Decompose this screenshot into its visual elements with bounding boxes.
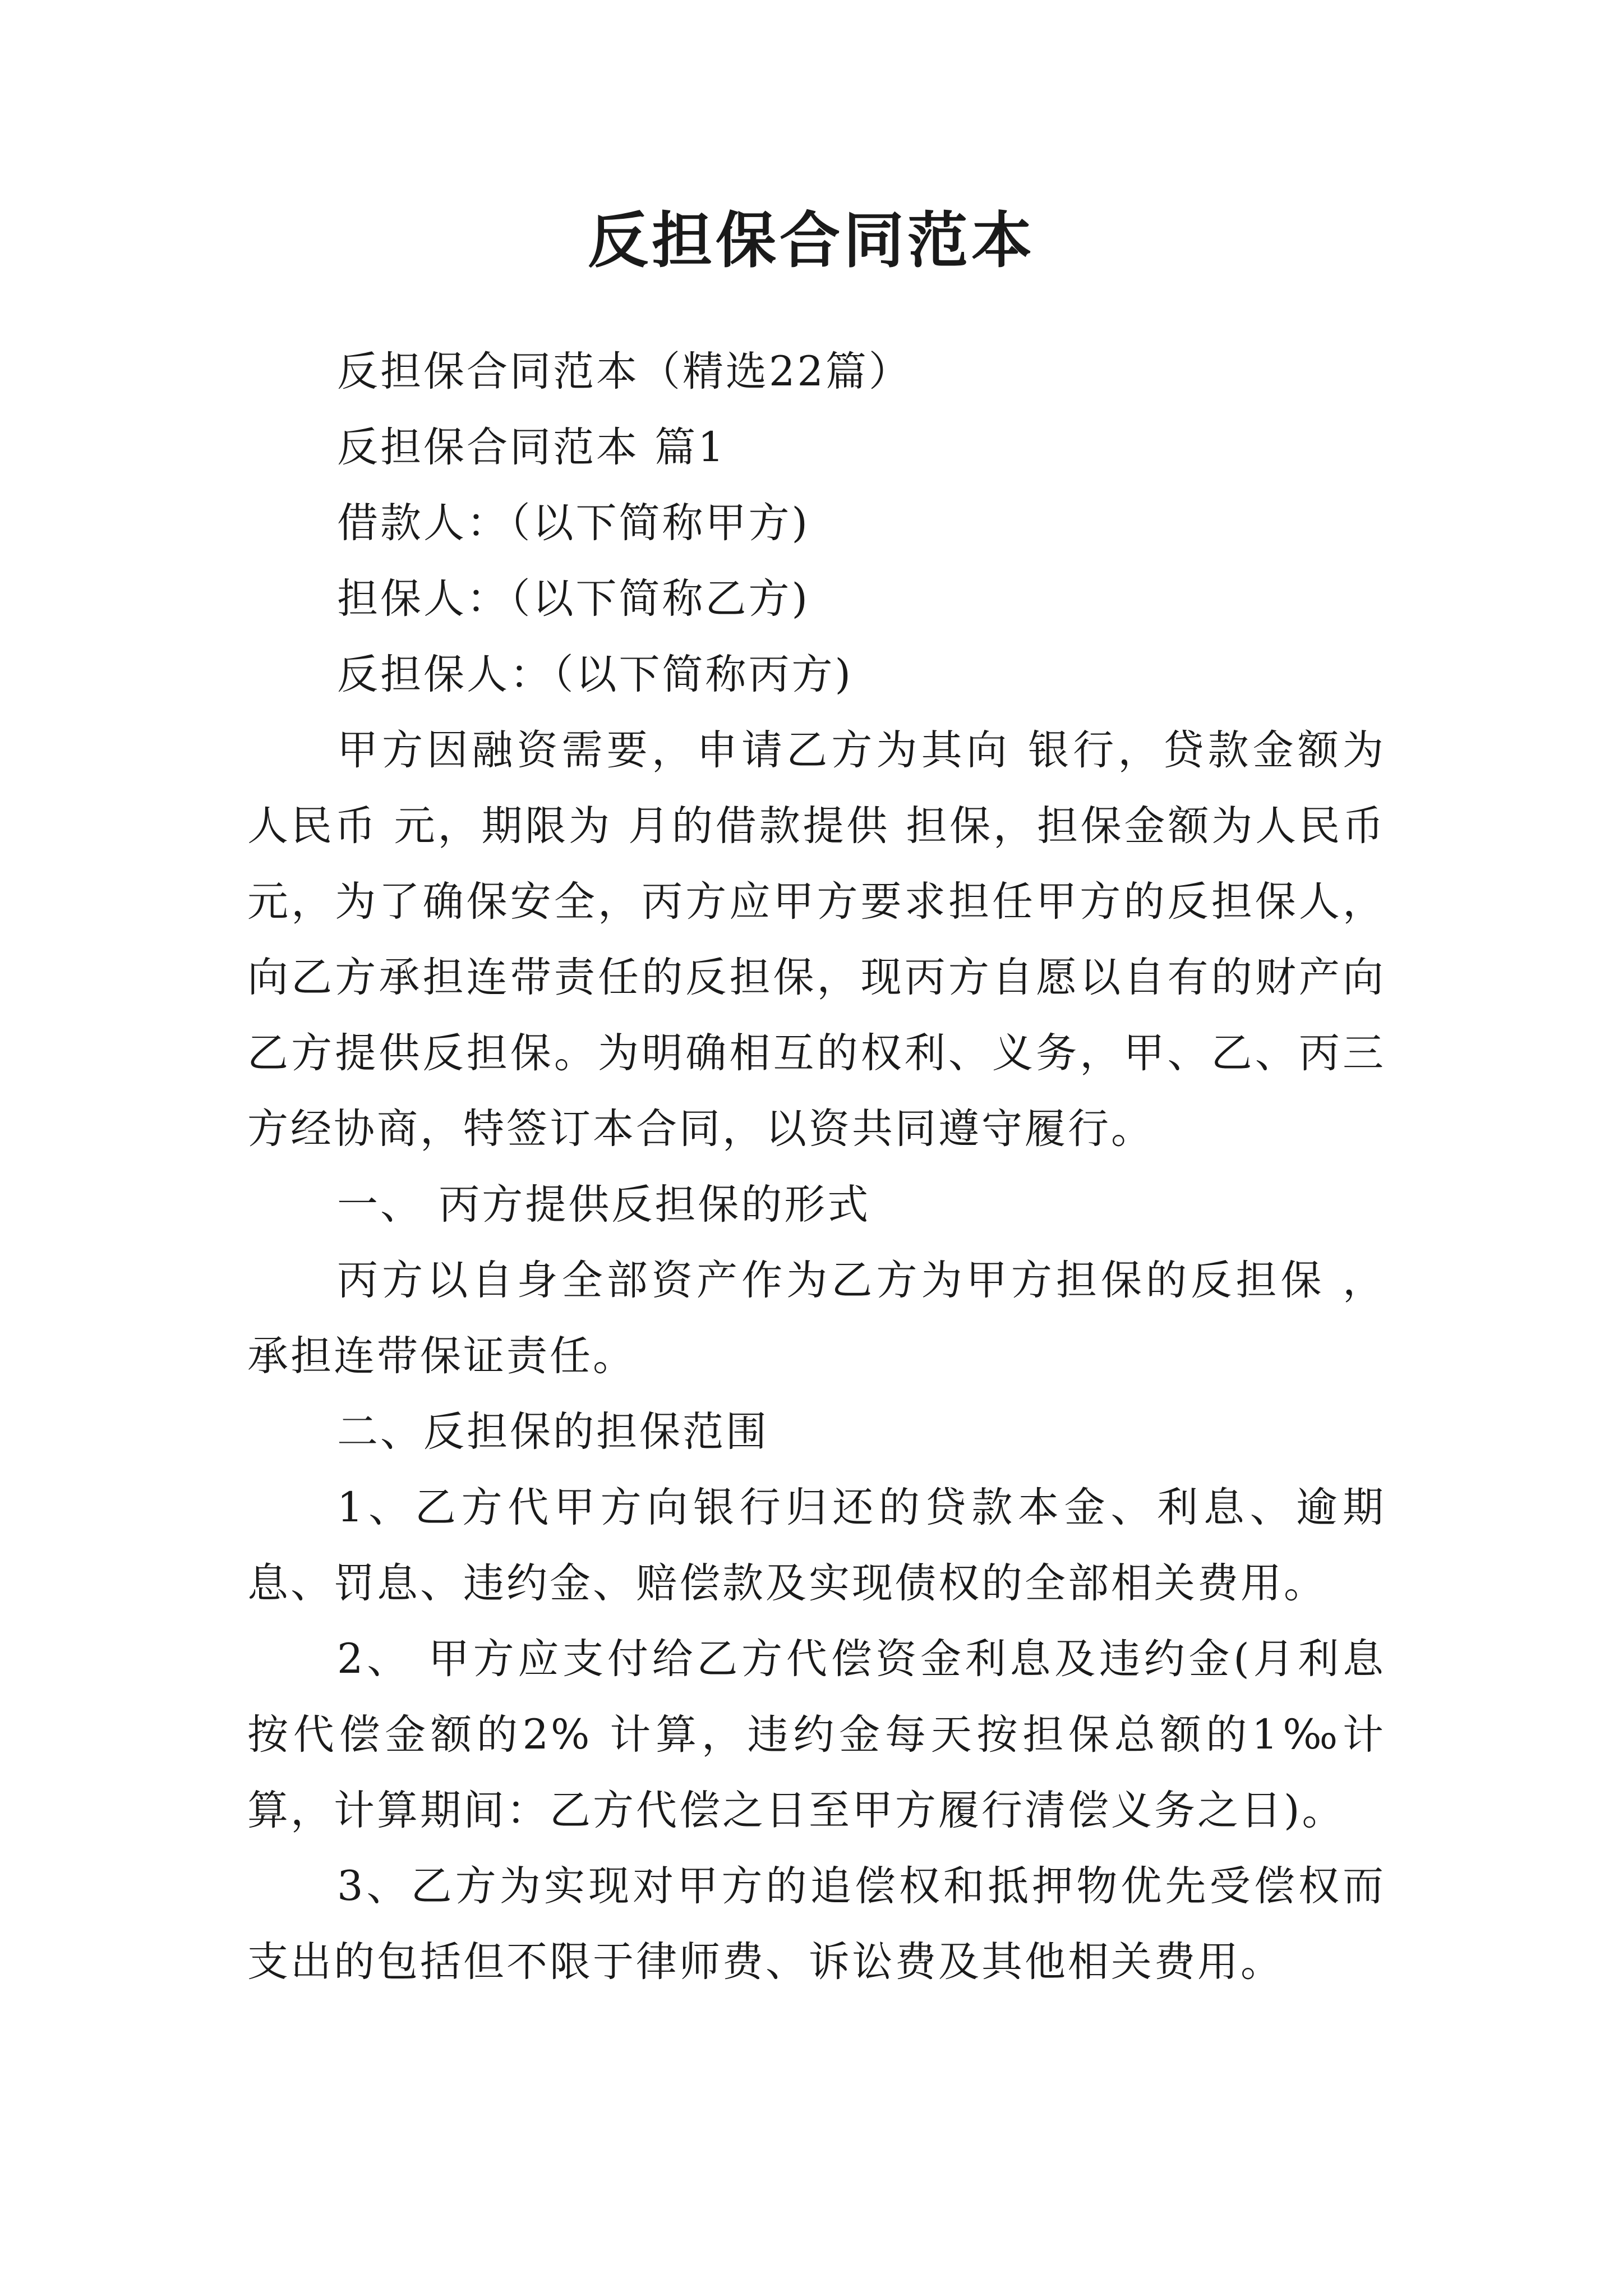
paragraph-guarantor: 担保人：（以下简称乙方) [337, 575, 810, 623]
paragraph-clause-2-heading: 二、反担保的担保范围 [337, 1408, 769, 1456]
paragraph-section-heading: 反担保合同范本 篇1 [337, 424, 726, 471]
document-title: 反担保合同范本 [587, 206, 1035, 276]
paragraph-subtitle: 反担保合同范本（精选22篇） [337, 348, 912, 395]
paragraph-preamble: 甲方因融资需要，申请乙方为其向 银行，贷款金额为人民币 元，期限为 月的借款提供 担保，担保金额为人民币 元，为了确保安全，丙方应甲方要求担任甲方的反担保人，向乙方承担连带责任的反担保，现丙方自愿以自有的财产向乙方提供反担保。为明确相互的权利、义务，甲、乙、丙三方经协商，特签订本合同，以资共同遵守履行。 [247, 726, 1386, 1153]
document-body [247, 334, 1386, 2000]
paragraph-clause-1-body: 丙方以自身全部资产作为乙方为甲方担保的反担保 ，承担连带保证责任。 [247, 1257, 1386, 1380]
paragraph-clause-1-heading: 一、 丙方提供反担保的形式 [337, 1181, 871, 1228]
paragraph-clause-2-item-3: 3、乙方为实现对甲方的追偿权和抵押物优先受偿权而支出的包括但不限于律师费、诉讼费及其他相关费用。 [247, 1862, 1386, 1986]
paragraph-borrower: 借款人：（以下简称甲方) [337, 499, 810, 547]
paragraph-clause-2-item-2: 2、 甲方应支付给乙方代偿资金利息及违约金(月利息按代偿金额的2% 计算，违约金每天按担保总额的1‰计算，计算期间：乙方代偿之日至甲方履行清偿义务之日)。 [247, 1635, 1386, 1834]
paragraph-clause-2-item-1: 1、乙方代甲方向银行归还的贷款本金、利息、逾期息、罚息、违约金、赔偿款及实现债权的全部相关费用。 [247, 1484, 1386, 1607]
paragraph-counter-guarantor: 反担保人：（以下简称丙方) [337, 651, 853, 698]
